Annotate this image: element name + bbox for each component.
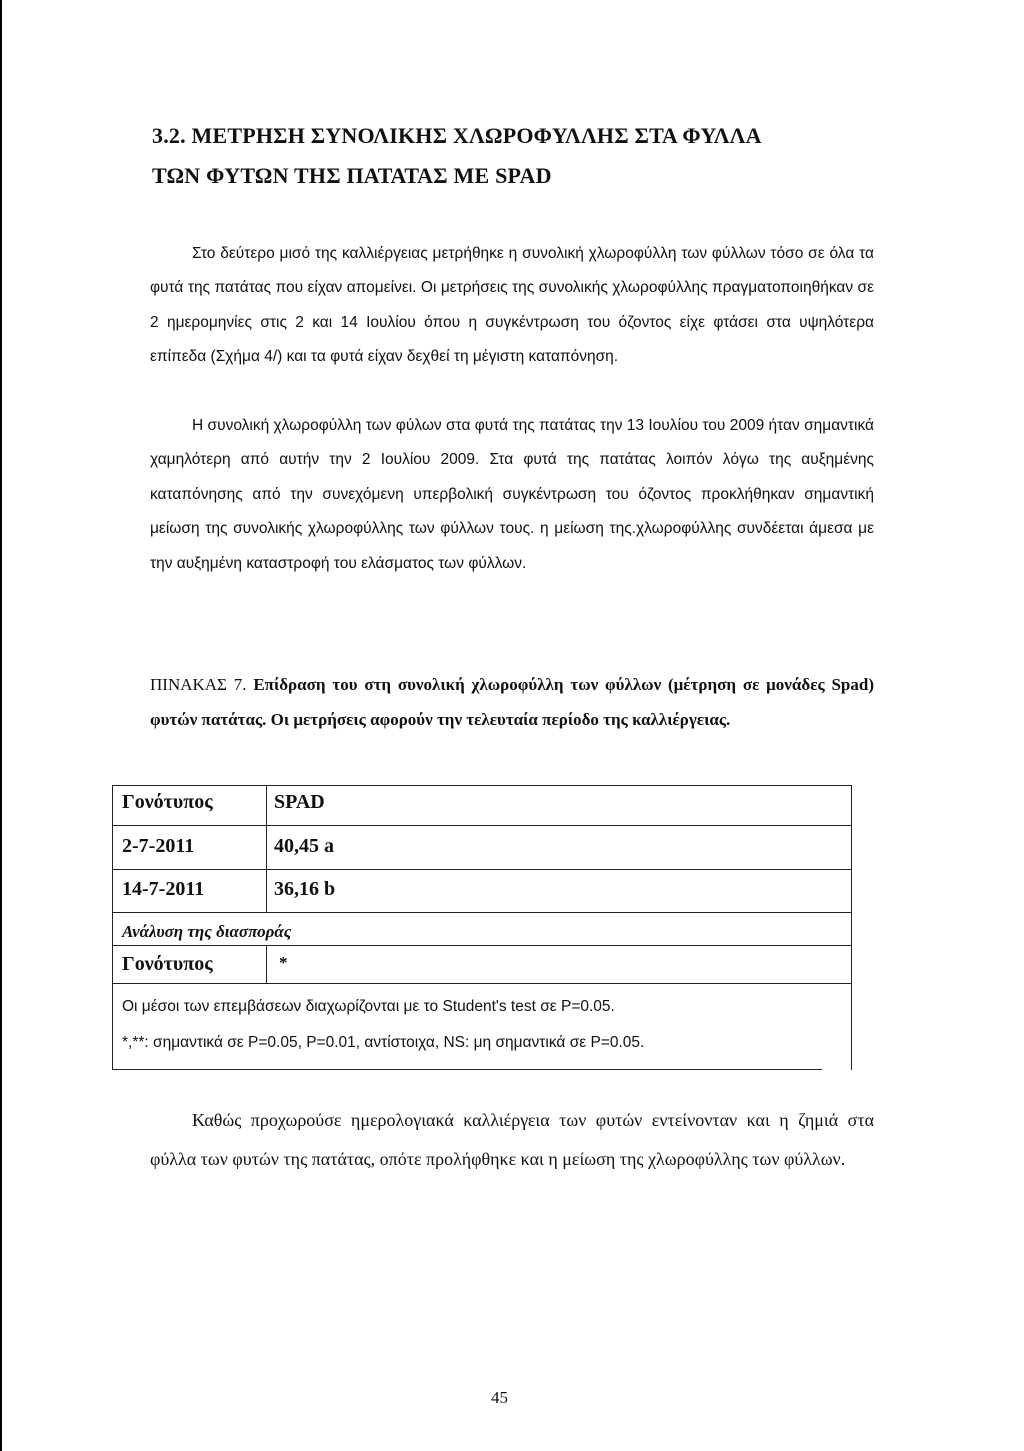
- table-caption: [150, 668, 874, 737]
- table-row-2-value: 36,16 b: [274, 878, 336, 900]
- section-heading-line-2: ΤΩΝ ΦΥΤΩΝ ΤΗΣ ΠΑΤΑΤΑΣ ΜΕ SPAD: [152, 163, 552, 188]
- section-heading: [152, 116, 912, 196]
- table-analysis-label: Ανάλυση της διασποράς: [122, 922, 292, 941]
- table-header-spad: SPAD: [274, 791, 325, 813]
- paragraph-1: Στο δεύτερο μισό της καλλιέργειας μετρήθηκε η συνολική χλωροφύλλη των φύλλων τόσο σε όλα τα φυτά της πατάτας που είχαν απομείνει. Οι μετρήσεις της συνολικής χλωροφύλλης πραγματοποιηθήκαν σε 2 ημερομηνίες στις 2 και 14 Ιουλίου όπου η συγκέντρωση του όζοντος είχε φτάσει στα υψηλότερα επίπεδα (Σχήμα 4/) και τα φυτά είχαν δεχθεί τη μέγιστη καταπόνηση.: [150, 245, 874, 366]
- paragraph-3: Καθώς προχωρούσε ημερολογιακά καλλιέργεια των φυτών εντείνονταν και η ζημιά στα φύλλα των φυτών της πατάτας, οπότε προλήφθηκε και η μείωση της χλωροφύλλης των φύλλων.: [150, 1110, 874, 1169]
- table-caption-text: Επίδραση του στη συνολική χλωροφύλλη των φύλλων (μέτρηση σε μονάδες Spad) φυτών πατάτας. Οι μετρήσεις αφορούν την τελευταία περίοδο της καλλιέργειας.: [150, 675, 874, 729]
- table-caption-label: ΠΙΝΑΚΑΣ 7.: [150, 675, 247, 694]
- table-row-1-value: 40,45 a: [274, 835, 334, 857]
- table-rule-top: [112, 785, 852, 786]
- table-genotype-label: Γονότυπος: [122, 953, 213, 975]
- table-note-2: *,**: σημαντικά σε P=0.05, P=0.01, αντίστοιχα, NS: μη σημαντικά σε P=0.05.: [122, 1034, 645, 1051]
- table-rule-row1: [112, 869, 852, 870]
- section-heading-line-1: 3.2. ΜΕΤΡΗΣΗ ΣΥΝΟΛΙΚΗΣ ΧΛΩΡΟΦΥΛΛΗΣ ΣΤΑ ΦΥΛΛΑ: [152, 123, 762, 148]
- table-row-2-date: 14-7-2011: [122, 878, 205, 900]
- table-note-1: Οι μέσοι των επεμβάσεων διαχωρίζονται με το Student's test σε P=0.05.: [122, 998, 615, 1015]
- table-rule-col-divider-genotype: [266, 945, 267, 983]
- table-significance-mark: *: [279, 953, 288, 972]
- table-header-genotype: Γονότυπος: [122, 791, 213, 813]
- table-rule-left: [112, 785, 113, 1070]
- page-number: 45: [491, 1388, 508, 1407]
- table-rule-analysis: [112, 945, 852, 946]
- results-table: [112, 785, 852, 1070]
- document-page: [2, 0, 1024, 1451]
- table-rule-right: [851, 785, 852, 1070]
- paragraph-2: Η συνολική χλωροφύλλη των φύλων στα φυτά της πατάτας την 13 Ιουλίου του 2009 ήταν σημαντικά χαμηλότερη από αυτήν την 2 Ιουλίου 2009. Στα φυτά της πατάτας λοιπόν λόγω της αυξημένης καταπόνησης από την συνεχόμενη υπερβολική συγκέντρωση του όζοντος προκλήθηκαν σημαντική μείωση της συνολικής χλωροφύλλης των φύλλων τους. η μείωση της.χλωροφύλλης συνδέεται άμεσα με την αυξημένη καταστροφή του ελάσματος των φύλλων.: [150, 417, 874, 572]
- table-rule-col-divider: [266, 785, 267, 912]
- table-row-1-date: 2-7-2011: [122, 835, 195, 857]
- table-rule-header: [112, 825, 852, 826]
- table-rule-genotype: [112, 983, 852, 984]
- table-rule-bottom: [112, 1069, 822, 1070]
- table-rule-row2: [112, 912, 852, 913]
